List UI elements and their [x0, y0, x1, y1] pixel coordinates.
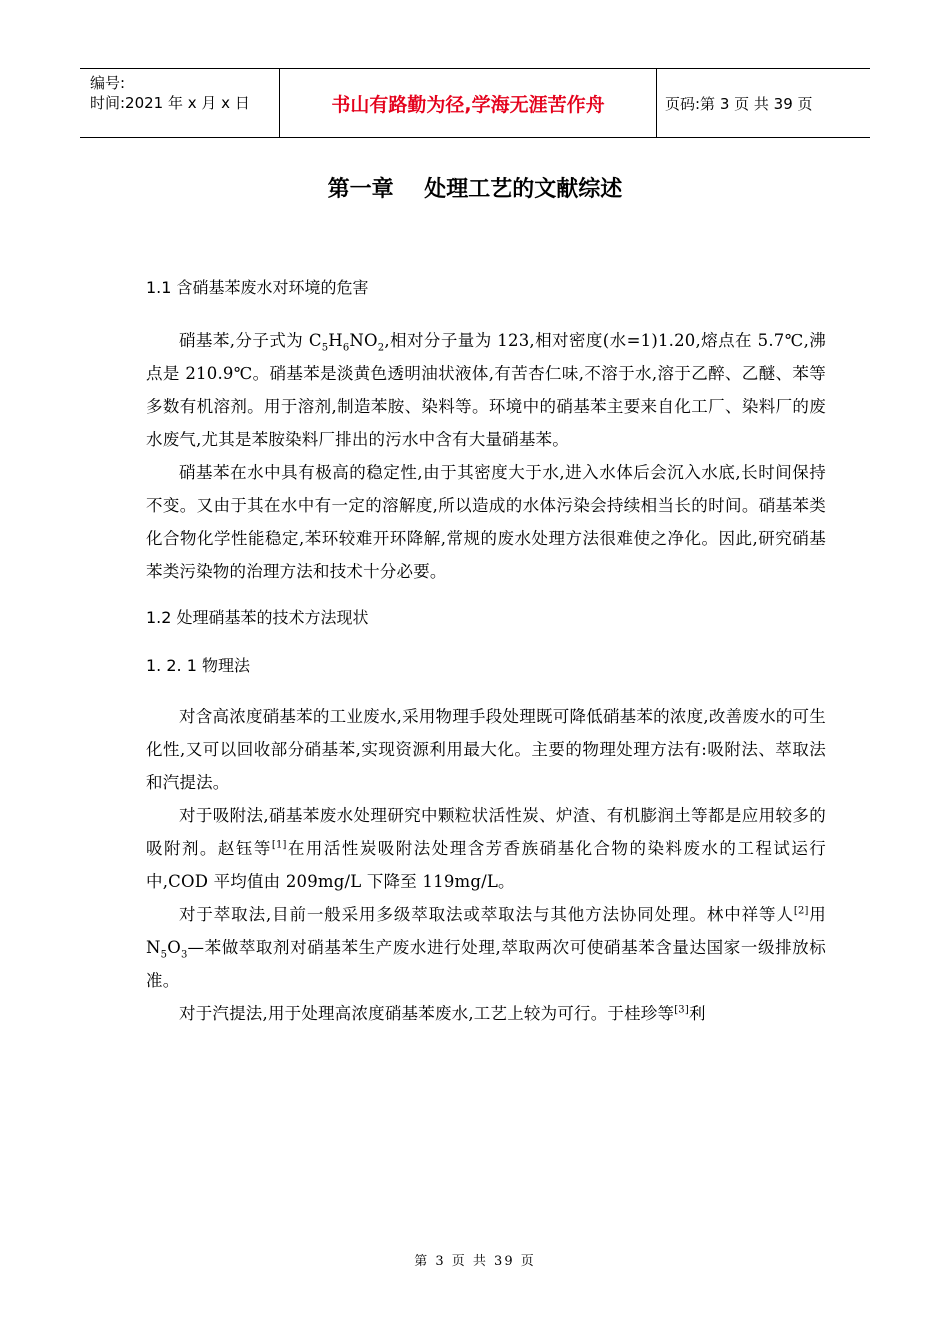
header-table [80, 68, 870, 138]
paragraph-physical-methods: 对含高浓度硝基苯的工业废水,采用物理手段处理既可降低硝基苯的浓度,改善废水的可生化性,又可以回收部分硝基苯,实现资源利用最大化。主要的物理处理方法有:吸附法、萃取法和汽提法。 [146, 707, 826, 792]
chapter-title: 第一章 处理工艺的文献综述 [327, 177, 623, 202]
header-page-info: 页码:第 3 页 共 39 页 [665, 94, 813, 113]
paragraph-nitrobenzene-properties: 硝基苯,分子式为 $C_5H_6NO_2$,相对分子量为 123,相对密度(水=1)1.20,熔点在 5.7℃,沸点是 210.9℃。硝基苯是淡黄色透明油状液体,有苦杏仁味,不溶于水,溶于乙醉、乙醚、苯等多数有机溶剂。用于溶剂,制造苯胺、染料等。环境中的硝基苯主要来自化工厂、染料厂的废水废气,尤其是苯胺染料厂排出的污水中含有大量硝基苯。 [146, 331, 826, 449]
document-time-label: 时间:2021 年 x 月 x 日 [90, 94, 250, 112]
header-left-cell [80, 69, 280, 137]
section-heading-1-1: 1.1 含硝基苯废水对环境的危害 [146, 278, 369, 297]
header-motto: 书山有路勤为径,学海无涯苦作舟 [280, 69, 657, 137]
section-heading-1-2: 1.2 处理硝基苯的技术方法现状 [146, 608, 369, 627]
paragraph-adsorption: 对于吸附法,硝基苯废水处理研究中颗粒状活性炭、炉渣、有机膨润土等都是应用较多的吸附剂。赵钰等[1]在用活性炭吸附法处理含芳香族硝基化合物的染料废水的工程试运行中,COD 平均值由 209mg/L 下降至 119mg/L。 [146, 806, 826, 891]
paragraph-stability: 硝基苯在水中具有极高的稳定性,由于其密度大于水,进入水体后会沉入水底,长时间保持不变。又由于其在水中有一定的溶解度,所以造成的水体污染会持续相当长的时间。硝基苯类化合物化学性能稳定,苯环较难开环降解,常规的废水处理方法很难使之净化。因此,研究硝基苯类污染物的治理方法和技术十分必要。 [146, 463, 826, 581]
page-footer: 第 3 页 共 39 页 [414, 1254, 536, 1269]
paragraph-stripping: 对于汽提法,用于处理高浓度硝基苯废水,工艺上较为可行。于桂珍等[3]利 [179, 1004, 706, 1023]
document-body [146, 274, 826, 1030]
document-number-label: 编号: [90, 74, 126, 92]
section-heading-1-2-1: 1. 2. 1 物理法 [146, 656, 250, 675]
paragraph-extraction: 对于萃取法,目前一般采用多级萃取法或萃取法与其他方法协同处理。林中祥等人[2]用 $N_5O_3—$苯做萃取剂对硝基苯生产废水进行处理,萃取两次可使硝基苯含量达国家一级排放标准。 [146, 905, 827, 990]
